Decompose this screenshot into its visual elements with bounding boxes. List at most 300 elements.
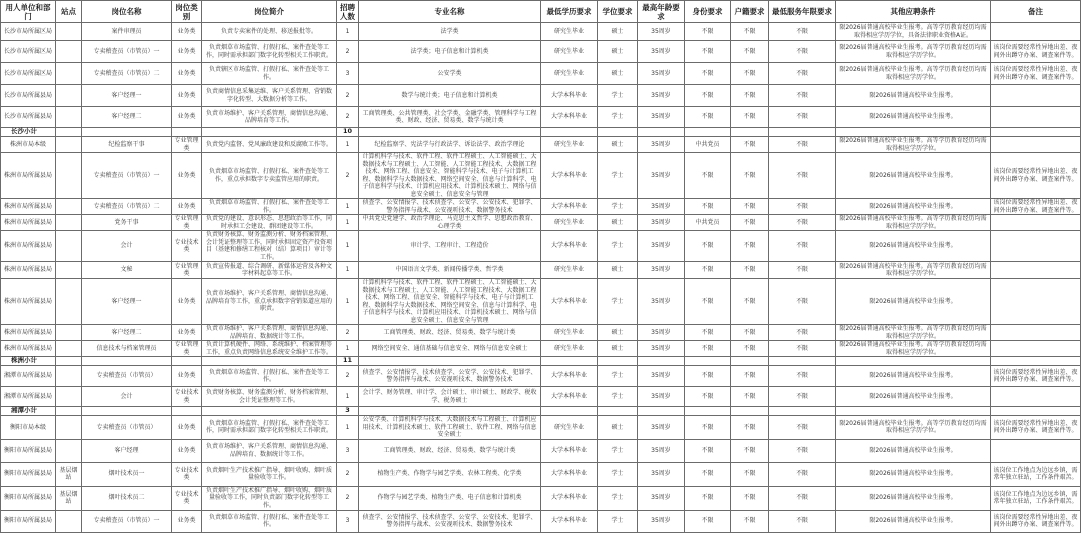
cell: 不限 [685, 85, 731, 107]
cell [56, 387, 82, 407]
cell: 硕士 [598, 416, 638, 440]
cell: 工商管理类、财政、经济、贸易类、数学与统计类 [359, 439, 541, 462]
cell [56, 41, 82, 63]
cell: 文秘 [82, 262, 172, 279]
cell: 学士 [598, 85, 638, 107]
cell [836, 128, 991, 137]
cell: 不限 [769, 262, 836, 279]
cell: 该岗位需要经常性异地出差、夜间外出蹲守办案、调查案件等。 [991, 41, 1081, 63]
cell: 35周岁 [638, 199, 685, 215]
cell [991, 439, 1081, 462]
cell: 负责财务核算、财务监测分析、财务档案管理、会计凭证整理等工作，同时承担固定资产投资项目（基建和修缮工程核对（结）算项目）审计等工作。 [202, 231, 337, 262]
cell [56, 107, 82, 128]
cell: 研究生毕业 [541, 416, 598, 440]
cell: 2 [337, 41, 359, 63]
cell: 专业管理类 [172, 137, 202, 153]
cell: 不限 [685, 387, 731, 407]
cell: 不限 [731, 215, 769, 231]
table-body [1, 23, 1081, 533]
cell: 专卖稽查员（市管员）二 [82, 63, 172, 85]
cell [56, 439, 82, 462]
cell: 客户经理二 [82, 325, 172, 341]
table-row [1, 215, 1081, 231]
cell: 株洲市局所属县局 [1, 325, 56, 341]
cell [685, 407, 731, 416]
cell [541, 128, 598, 137]
cell: 研究生毕业 [541, 341, 598, 357]
cell: 不限 [769, 199, 836, 215]
cell [56, 357, 82, 366]
cell: 限2026届普通高校毕业生报考。高等学历教育经历均需取得相应学历学位，具备法律职业资格A证。 [836, 23, 991, 41]
cell: 业务类 [172, 153, 202, 199]
cell: 长沙市局所属区局 [1, 23, 56, 41]
cell: 2 [337, 107, 359, 128]
cell: 大学本科毕业 [541, 439, 598, 462]
subtotal-row [1, 128, 1081, 137]
cell: 不限 [769, 279, 836, 325]
cell: 2 [337, 486, 359, 510]
cell: 株洲市局所属县局 [1, 341, 56, 357]
cell: 35周岁 [638, 231, 685, 262]
column-header: 户籍要求 [731, 1, 769, 23]
table-row [1, 387, 1081, 407]
cell: 会计 [82, 231, 172, 262]
cell: 不限 [769, 231, 836, 262]
cell: 负责党的建设、意识形态、思想政治等工作，同时承担工会建设、群团建设等工作。 [202, 215, 337, 231]
cell: 株洲市局所属县局 [1, 279, 56, 325]
cell: 35周岁 [638, 439, 685, 462]
cell: 公安学类 [359, 63, 541, 85]
cell: 烟叶技术员二 [82, 486, 172, 510]
cell [769, 128, 836, 137]
column-header: 最低学历要求 [541, 1, 598, 23]
cell: 负责计算机硬件、网络、系统维护、档案管理等工作，重点负责网络信息系统安全维护工作等。 [202, 341, 337, 357]
cell: 负责烟草市场监管、打假打私、案件查处等工作。 [202, 366, 337, 387]
cell: 业务类 [172, 366, 202, 387]
cell: 大学本科毕业 [541, 366, 598, 387]
cell [359, 357, 541, 366]
table-row [1, 107, 1081, 128]
cell [991, 107, 1081, 128]
cell: 35周岁 [638, 262, 685, 279]
cell: 3 [337, 63, 359, 85]
cell: 限2026届普通高校毕业生报考。高等学历教育经历均需取得相应学历学位。 [836, 63, 991, 85]
cell: 学士 [598, 107, 638, 128]
cell: 硕士 [598, 23, 638, 41]
cell [56, 215, 82, 231]
cell [685, 357, 731, 366]
cell [172, 128, 202, 137]
table-header [1, 1, 1081, 23]
cell: 不限 [769, 137, 836, 153]
cell: 负责党内监督、党风廉政建设和反腐败工作等。 [202, 137, 337, 153]
cell: 负责烟草市场监管、打假打私、案件查处等工作，同时需承担部门数字化转型相关工作职责。 [202, 416, 337, 440]
cell: 长沙市局所属区局 [1, 63, 56, 85]
table-row [1, 63, 1081, 85]
cell [56, 279, 82, 325]
column-header: 岗位简介 [202, 1, 337, 23]
cell [172, 357, 202, 366]
subtotal-row [1, 357, 1081, 366]
cell [56, 510, 82, 532]
cell: 大学本科毕业 [541, 462, 598, 486]
cell: 大学本科毕业 [541, 199, 598, 215]
cell [56, 199, 82, 215]
cell: 限2026届普通高校毕业生报考。高等学历教育经历均需取得相应学历学位。 [836, 215, 991, 231]
cell: 35周岁 [638, 63, 685, 85]
cell: 硕士 [598, 215, 638, 231]
cell: 衡阳市局本级 [1, 416, 56, 440]
cell: 2 [337, 462, 359, 486]
cell: 专卖稽查员（市管员）一 [82, 41, 172, 63]
cell: 不限 [685, 462, 731, 486]
cell: 3 [337, 439, 359, 462]
cell: 衡阳市局所属县局 [1, 510, 56, 532]
cell: 1 [337, 416, 359, 440]
table-row [1, 416, 1081, 440]
table-row [1, 85, 1081, 107]
table-row [1, 366, 1081, 387]
cell: 不限 [685, 510, 731, 532]
cell: 业务类 [172, 510, 202, 532]
cell: 法学类；电子信息和计算机类 [359, 41, 541, 63]
cell: 限2026届普通高校毕业生报考。 [836, 510, 991, 532]
cell: 负责辖区市场监管、打假打私、案件查处等工作。 [202, 63, 337, 85]
cell: 该岗位需要经常性异地出差、夜间外出蹲守办案、调查案件等。 [991, 199, 1081, 215]
cell: 35周岁 [638, 137, 685, 153]
cell: 业务类 [172, 23, 202, 41]
cell: 35周岁 [638, 107, 685, 128]
cell [991, 85, 1081, 107]
cell: 该岗位需要经常性异地出差、夜间外出蹲守办案、调查案件等。 [991, 63, 1081, 85]
cell [56, 262, 82, 279]
table-row [1, 153, 1081, 199]
cell: 不限 [769, 439, 836, 462]
cell: 不限 [685, 107, 731, 128]
cell [56, 128, 82, 137]
cell [56, 137, 82, 153]
cell: 硕士 [598, 325, 638, 341]
cell: 中共党员 [685, 215, 731, 231]
cell: 湘潭市局所属县局 [1, 387, 56, 407]
cell: 不限 [685, 486, 731, 510]
cell: 专业技术类 [172, 486, 202, 510]
cell: 不限 [769, 486, 836, 510]
cell: 10 [337, 128, 359, 137]
cell: 不限 [731, 510, 769, 532]
cell: 专业技术类 [172, 231, 202, 262]
cell: 网络空间安全、通信基础与信息安全、网络与信息安全硕士 [359, 341, 541, 357]
cell: 负责烟叶生产技术推广指导、烟叶收购、烟叶质量验收等工作。 [202, 462, 337, 486]
cell: 限2026届普通高校毕业生报考。高等学历教育经历均需取得相应学历学位。 [836, 137, 991, 153]
cell: 会计学、财务管理、审计学、会计硕士、审计硕士、财政学、税收学、税务硕士 [359, 387, 541, 407]
cell: 35周岁 [638, 462, 685, 486]
cell: 大学本科毕业 [541, 107, 598, 128]
cell: 研究生毕业 [541, 63, 598, 85]
cell: 硕士 [598, 41, 638, 63]
cell: 不限 [685, 23, 731, 41]
cell [991, 387, 1081, 407]
cell: 中共党员 [685, 137, 731, 153]
cell: 衡阳市局所属县局 [1, 439, 56, 462]
cell: 不限 [731, 462, 769, 486]
cell: 负责财务核算、财务监测分析、财务档案管理、会计凭证整理等工作。 [202, 387, 337, 407]
cell: 不限 [769, 85, 836, 107]
column-header: 岗位类别 [172, 1, 202, 23]
column-header: 其他应聘条件 [836, 1, 991, 23]
cell: 限2026届普通高校毕业生报考。高等学历教育经历均需取得相应学历学位。 [836, 325, 991, 341]
cell: 35周岁 [638, 486, 685, 510]
cell: 不限 [731, 366, 769, 387]
cell: 工商管理类、财政、经济、贸易类、数学与统计类 [359, 325, 541, 341]
table-row [1, 279, 1081, 325]
cell [202, 357, 337, 366]
cell [769, 407, 836, 416]
cell [56, 407, 82, 416]
cell: 35周岁 [638, 85, 685, 107]
cell: 不限 [685, 366, 731, 387]
cell: 1 [337, 387, 359, 407]
cell: 2 [337, 85, 359, 107]
cell: 不限 [769, 41, 836, 63]
cell: 负责烟草市场监管、打假打私、案件查处等工作。 [202, 199, 337, 215]
cell: 专卖稽查员（市管员）一 [82, 153, 172, 199]
cell: 35周岁 [638, 387, 685, 407]
cell [56, 325, 82, 341]
cell: 负责烟草市场监管、打假打私、案件查处等工作，同时需承担部门数字化转型相关工作职责。 [202, 41, 337, 63]
cell: 1 [337, 215, 359, 231]
column-header: 身份要求 [685, 1, 731, 23]
cell: 1 [337, 262, 359, 279]
table-row [1, 231, 1081, 262]
cell: 业务类 [172, 107, 202, 128]
cell: 党务干事 [82, 215, 172, 231]
cell: 专卖稽查员（市管员）二 [82, 199, 172, 215]
cell: 35周岁 [638, 279, 685, 325]
cell: 学士 [598, 387, 638, 407]
cell [56, 85, 82, 107]
cell: 限2026届普通高校毕业生报考。 [836, 107, 991, 128]
cell: 学士 [598, 279, 638, 325]
cell: 研究生毕业 [541, 137, 598, 153]
column-header: 备注 [991, 1, 1081, 23]
cell: 35周岁 [638, 215, 685, 231]
cell: 不限 [685, 41, 731, 63]
cell: 学士 [598, 153, 638, 199]
cell [836, 357, 991, 366]
cell [56, 153, 82, 199]
cell: 该岗位需要经常性异地出差、夜间外出蹲守办案、调查案件等。 [991, 153, 1081, 199]
cell: 植物生产类、作物学与园艺学类、农林工程类、化学类 [359, 462, 541, 486]
cell: 基层烟站 [56, 462, 82, 486]
cell [359, 128, 541, 137]
cell: 大学本科毕业 [541, 279, 598, 325]
cell: 该岗位需要经常性异地出差、夜间外出蹲守办案、调查案件等。 [991, 510, 1081, 532]
table-row [1, 341, 1081, 357]
cell: 35周岁 [638, 510, 685, 532]
cell: 限2026届普通高校毕业生报考。高等学历教育经历均需取得相应学历学位。 [836, 41, 991, 63]
cell: 不限 [731, 137, 769, 153]
cell: 硕士 [598, 262, 638, 279]
cell: 湘潭市局所属县局 [1, 366, 56, 387]
cell: 35周岁 [638, 341, 685, 357]
cell: 限2026届普通高校毕业生报考。高等学历教育经历均需取得相应学历学位。 [836, 341, 991, 357]
cell: 中国语言文学类、新闻传播学类、哲学类 [359, 262, 541, 279]
cell: 株洲市局所属县局 [1, 231, 56, 262]
cell: 不限 [731, 107, 769, 128]
cell: 不限 [769, 153, 836, 199]
cell: 不限 [731, 85, 769, 107]
cell: 湘潭小计 [1, 407, 56, 416]
cell: 学士 [598, 462, 638, 486]
cell: 限2026届普通高校毕业生报考。 [836, 439, 991, 462]
cell [991, 215, 1081, 231]
column-header: 招聘人数 [337, 1, 359, 23]
table-row [1, 462, 1081, 486]
cell: 不限 [769, 341, 836, 357]
cell: 业务类 [172, 41, 202, 63]
cell: 11 [337, 357, 359, 366]
cell: 侦查学、公安情报学、技术侦查学、公安学、公安技术、犯罪学、警务指挥与战术、公安视听技术、数据警务技术 [359, 366, 541, 387]
cell: 信息技术与档案管理员 [82, 341, 172, 357]
cell: 客户经理二 [82, 107, 172, 128]
cell: 不限 [731, 439, 769, 462]
cell: 大学本科毕业 [541, 387, 598, 407]
cell: 不限 [685, 199, 731, 215]
column-header: 用人单位和部门 [1, 1, 56, 23]
cell: 客户经理一 [82, 85, 172, 107]
table-row [1, 137, 1081, 153]
cell: 该岗位工作地点为边远乡镇，需常年独立驻站，工作条件艰苦。 [991, 462, 1081, 486]
cell: 1 [337, 231, 359, 262]
cell: 1 [337, 279, 359, 325]
cell: 业务类 [172, 439, 202, 462]
cell [991, 137, 1081, 153]
cell [991, 341, 1081, 357]
cell: 案件审理员 [82, 23, 172, 41]
cell [991, 357, 1081, 366]
cell: 负责市场维护、客户关系管理、商情信息沟通、品牌培育等工作，重点承担数字营销渠道应用的职责。 [202, 279, 337, 325]
cell [541, 357, 598, 366]
cell [991, 407, 1081, 416]
cell: 不限 [731, 325, 769, 341]
cell: 不限 [769, 366, 836, 387]
cell: 烟叶技术员一 [82, 462, 172, 486]
cell: 35周岁 [638, 41, 685, 63]
column-header: 岗位名称 [82, 1, 172, 23]
cell: 专卖稽查员（市管员） [82, 366, 172, 387]
cell: 侦查学、公安情报学、技术侦查学、公安学、公安技术、犯罪学、警务指挥与战术、公安视听技术、数据警务技术 [359, 510, 541, 532]
cell: 不限 [685, 325, 731, 341]
column-header: 站点 [56, 1, 82, 23]
column-header: 专业名称 [359, 1, 541, 23]
cell: 学士 [598, 510, 638, 532]
cell: 限2026届普通高校毕业生报考。 [836, 387, 991, 407]
cell: 不限 [685, 153, 731, 199]
cell: 35周岁 [638, 153, 685, 199]
cell [638, 407, 685, 416]
cell: 不限 [731, 199, 769, 215]
cell: 不限 [685, 279, 731, 325]
cell: 该岗位需要经常性异地出差、夜间外出蹲守办案、调查案件等。 [991, 366, 1081, 387]
cell: 株洲市局所属县局 [1, 262, 56, 279]
cell: 业务类 [172, 199, 202, 215]
cell: 不限 [731, 387, 769, 407]
cell: 研究生毕业 [541, 325, 598, 341]
cell: 35周岁 [638, 416, 685, 440]
cell: 负责烟叶生产技术推广指导、烟叶收购、烟叶质量验收等工作，同时负责部门数字化转型等工作。 [202, 486, 337, 510]
cell [172, 407, 202, 416]
cell [836, 407, 991, 416]
cell: 学士 [598, 486, 638, 510]
cell: 1 [337, 137, 359, 153]
cell: 客户经理 [82, 439, 172, 462]
cell [598, 357, 638, 366]
cell: 该岗位工作地点为边远乡镇，需常年独立驻站，工作条件艰苦。 [991, 486, 1081, 510]
cell: 专业管理类 [172, 262, 202, 279]
cell: 限2026届普通高校毕业生报考。 [836, 199, 991, 215]
cell [685, 128, 731, 137]
cell: 该岗位需要经常性异地出差、夜间外出蹲守办案、调查案件等。 [991, 416, 1081, 440]
cell [56, 366, 82, 387]
cell: 不限 [731, 63, 769, 85]
cell: 大学本科毕业 [541, 85, 598, 107]
cell [56, 231, 82, 262]
cell: 不限 [769, 510, 836, 532]
cell: 业务类 [172, 416, 202, 440]
cell: 不限 [731, 486, 769, 510]
cell: 专卖稽查员（市管员） [82, 416, 172, 440]
cell: 工商管理类、公共管理类、社会学类、金融学类、管理科学与工程类、财政、经济、贸易类、数学与统计类 [359, 107, 541, 128]
cell: 不限 [769, 23, 836, 41]
cell [359, 407, 541, 416]
cell: 公安学类、计算机科学与技术、大数据技术与工程硕士、计算机应用技术、计算机技术硕士、软件工程硕士、软件工程、网络与信息安全硕士 [359, 416, 541, 440]
cell [991, 23, 1081, 41]
cell: 不限 [769, 325, 836, 341]
cell: 专业技术类 [172, 462, 202, 486]
cell: 不限 [685, 63, 731, 85]
cell [991, 325, 1081, 341]
cell [82, 128, 172, 137]
cell [598, 128, 638, 137]
cell [56, 23, 82, 41]
cell: 长沙市局所属区局 [1, 41, 56, 63]
subtotal-row [1, 407, 1081, 416]
cell: 35周岁 [638, 366, 685, 387]
cell: 纪检监察干事 [82, 137, 172, 153]
cell: 35周岁 [638, 325, 685, 341]
cell [991, 128, 1081, 137]
cell: 不限 [769, 107, 836, 128]
cell: 1 [337, 199, 359, 215]
cell [731, 407, 769, 416]
cell: 计算机科学与技术、软件工程、软件工程硕士、人工智能硕士、大数据技术与工程硕士、人工智能、人工智能工程技术、大数据工程技术、网络工程、信息安全、智能科学与技术、电子与计算机工程、数据科学与大数据技术、网络空间安全、信息与计算科学、电子信息科学与技术、计算机应用技术、计算机技术硕士、网络与信息安全硕士、信息安全与管理 [359, 279, 541, 325]
cell: 限2026届普通高校毕业生报考。 [836, 279, 991, 325]
cell: 不限 [731, 416, 769, 440]
cell [56, 416, 82, 440]
cell [82, 357, 172, 366]
cell: 数学与统计类；电子信息和计算机类 [359, 85, 541, 107]
table-row [1, 439, 1081, 462]
header-row [1, 1, 1081, 23]
cell: 研究生毕业 [541, 23, 598, 41]
cell: 3 [337, 510, 359, 532]
cell: 大学本科毕业 [541, 510, 598, 532]
column-header: 学位要求 [598, 1, 638, 23]
cell [541, 407, 598, 416]
cell: 作物学与园艺学类、植物生产类、电子信息和计算机类 [359, 486, 541, 510]
cell: 业务类 [172, 63, 202, 85]
